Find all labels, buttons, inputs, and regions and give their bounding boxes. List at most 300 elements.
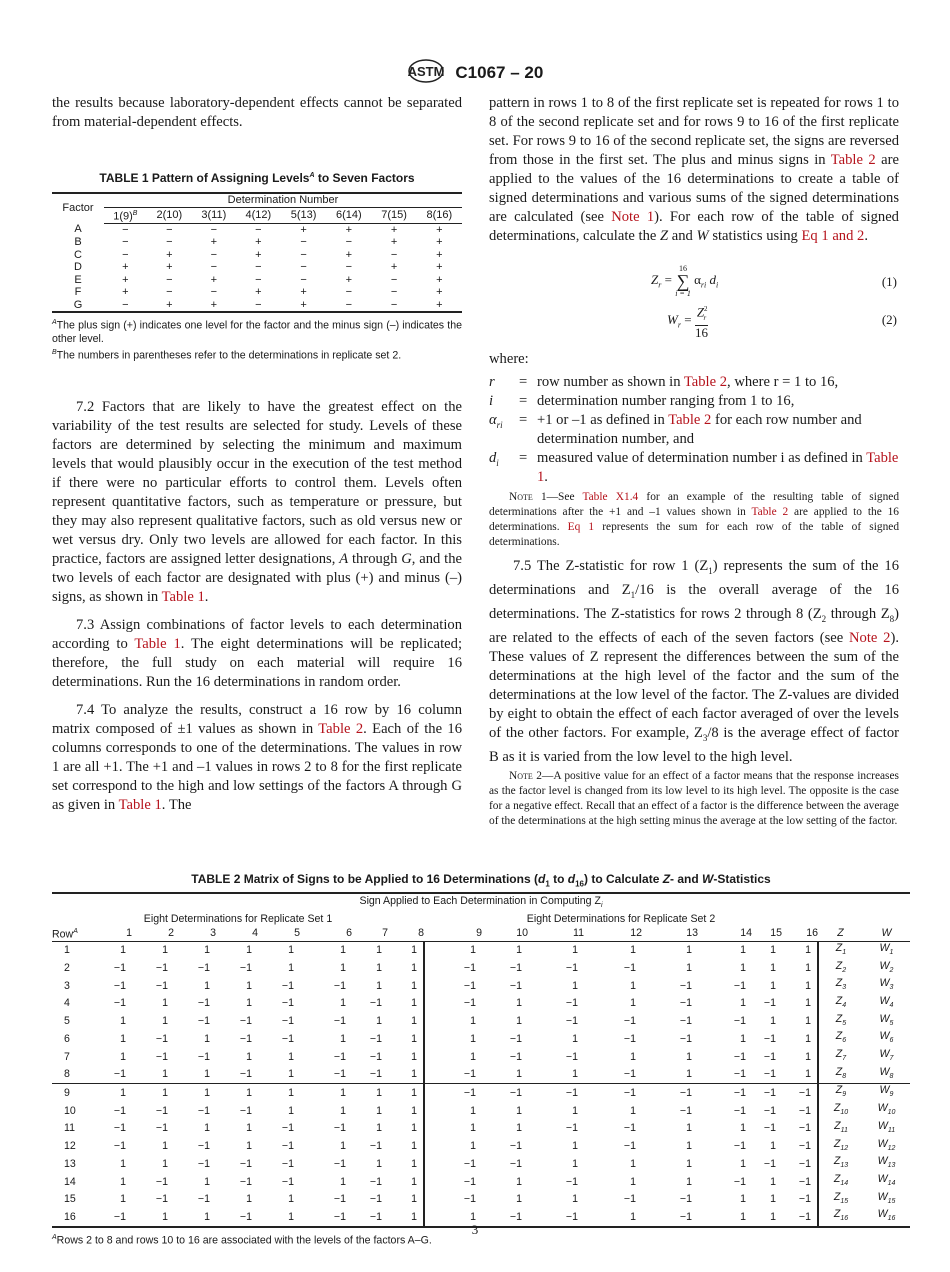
sign-value-cell: −1 (623, 1032, 636, 1045)
table-2-link[interactable]: Table 2 (668, 412, 712, 428)
sign-value-cell: −1 (113, 997, 126, 1010)
table-2-row (52, 1048, 910, 1066)
sign-value-cell: 1 (204, 944, 210, 957)
sign-cell: − (300, 261, 307, 274)
def-text-r: row number as shown in Table 2, where r = 1 to 16, (537, 374, 839, 390)
sign-cell: − (236, 299, 281, 313)
sign-cell: − (210, 248, 218, 261)
sign-value-cell: 1 (516, 1193, 522, 1206)
table-2-row (52, 1013, 910, 1031)
sign-value-cell: 1 (516, 1122, 522, 1135)
sign-cell: − (300, 236, 307, 249)
sign-value-cell: −1 (239, 1157, 252, 1170)
equation-link[interactable]: Eq 1 and 2 (801, 228, 865, 244)
sign-value-cell: 1 (340, 962, 346, 975)
sign-value-cell: −1 (239, 1104, 252, 1117)
sign-cell: − (390, 273, 398, 286)
z-statistic-label: $Z_6$ (835, 1030, 847, 1045)
sign-value-cell: −1 (733, 1086, 746, 1099)
sign-value-cell: 1 (630, 997, 636, 1010)
sign-value-cell: −1 (463, 1068, 476, 1081)
sign-value-cell: −1 (509, 1050, 522, 1063)
page-header (0, 58, 950, 89)
sign-value-cell: 1 (572, 944, 578, 957)
sign-value-cell: 1 (288, 1210, 294, 1223)
def-symbol-r: r (489, 374, 495, 390)
sign-value-cell: 1 (288, 1050, 294, 1063)
determination-column-header: 10 (516, 926, 528, 939)
sign-value-cell: 1 (740, 962, 746, 975)
table-2-footnote: $^A$Rows 2 to 8 and rows 10 to 16 are associated with the levels of the factors A–G. (52, 1234, 432, 1247)
sign-value-cell: 1 (120, 1175, 126, 1188)
sign-value-cell: −1 (239, 1015, 252, 1028)
determination-column-header: 16 (806, 926, 818, 939)
sign-cell: − (345, 261, 353, 274)
sign-value-cell: −1 (197, 1157, 210, 1170)
table-1-link[interactable]: Table 1 (118, 797, 162, 814)
sign-value-cell: 1 (572, 1193, 578, 1206)
sign-cell: − (166, 286, 173, 299)
sign-value-cell: 1 (388, 1173, 424, 1191)
sign-value-cell: −1 (509, 1086, 522, 1099)
sign-value-cell: −1 (763, 1068, 776, 1081)
sign-value-cell: 1 (782, 977, 818, 995)
sign-cell: − (300, 273, 307, 286)
table-2-row (52, 1030, 910, 1048)
sign-value-cell: −1 (369, 1050, 382, 1063)
sign-value-cell: 1 (388, 1013, 424, 1031)
factor-label: A (74, 223, 82, 236)
sign-value-cell: 1 (376, 944, 382, 957)
intro-paragraph: the results because laboratory-dependent effects cannot be separated from material-dependent effects. (52, 95, 462, 130)
sign-cell: − (122, 236, 129, 249)
table-1-title: TABLE 1 Pattern of Assigning Levels$^A$ to Seven Factors (99, 171, 415, 185)
def-symbol-i: i (489, 393, 494, 409)
determination-column-header: 4(12) (236, 207, 281, 223)
sign-cell: − (255, 273, 262, 286)
sign-cell: + (436, 261, 443, 274)
sign-value-cell: 1 (782, 960, 818, 978)
table-1-row (52, 249, 462, 262)
sign-value-cell: 1 (388, 1191, 424, 1209)
sign-value-cell: −1 (733, 1104, 746, 1117)
def-text-alpha: +1 or –1 as defined in Table 2 for each row number and determination number, and (537, 412, 862, 447)
sign-cell: + (192, 299, 236, 313)
sign-cell: − (210, 261, 218, 274)
sign-value-cell: 1 (630, 979, 636, 992)
sign-value-cell: −1 (239, 1175, 252, 1188)
sign-value-cell: 1 (388, 995, 424, 1013)
sign-value-cell: 1 (388, 1084, 424, 1102)
factor-label: C (74, 248, 82, 261)
sign-value-cell: 1 (246, 979, 252, 992)
sign-value-cell: −1 (782, 1138, 818, 1156)
sign-value-cell: 1 (782, 941, 818, 959)
sign-value-cell: −1 (113, 962, 126, 975)
table-1-grid (52, 192, 462, 313)
w-statistic-label: $W_8$ (879, 1065, 894, 1080)
sign-value-cell: 1 (204, 1032, 210, 1045)
sign-value-cell: −1 (763, 1122, 776, 1135)
left-column (52, 94, 462, 815)
sign-value-cell: −1 (197, 997, 210, 1010)
sign-value-cell: −1 (679, 1210, 692, 1223)
sign-value-cell: 1 (204, 1175, 210, 1188)
row-number: 11 (64, 1122, 75, 1135)
sign-value-cell: 1 (376, 1086, 382, 1099)
sign-cell: + (255, 248, 262, 261)
sign-value-cell: 1 (376, 1157, 382, 1170)
z-column-header: Z (837, 926, 844, 939)
sign-value-cell: 1 (340, 1140, 346, 1153)
table-2 (52, 872, 910, 1248)
sign-value-cell: 1 (288, 1068, 294, 1081)
sign-value-cell: −1 (333, 979, 346, 992)
determination-column-header: 5(13) (281, 207, 326, 223)
sign-value-cell: −1 (333, 1193, 346, 1206)
equation-2: $W_r$ = $\frac{Z^2_r}{16}$ (2) (489, 300, 899, 336)
sign-value-cell: −1 (369, 1210, 382, 1223)
w-statistic-label: $W_4$ (879, 994, 894, 1010)
row-number: 14 (64, 1175, 76, 1188)
sign-value-cell: 1 (246, 1140, 252, 1153)
sign-value-cell: −1 (333, 1050, 346, 1063)
sign-cell: + (390, 236, 398, 249)
sign-value-cell: −1 (565, 1210, 578, 1223)
table-2-row (52, 1102, 910, 1120)
table-2-link[interactable]: Table 2 (318, 721, 364, 738)
sign-value-cell: −1 (763, 1104, 776, 1117)
sign-value-cell: −1 (463, 962, 476, 975)
standard-designation: C1067 – 20 (455, 62, 544, 82)
sign-value-cell: 1 (740, 1122, 746, 1135)
table-2-row (52, 1173, 910, 1191)
sign-value-cell: −1 (333, 1015, 346, 1028)
sign-value-cell: −1 (623, 1193, 636, 1206)
w-statistic-label: $W_{14}$ (877, 1172, 896, 1188)
sign-value-cell: −1 (155, 1032, 168, 1045)
z-statistic-label: $Z_{11}$ (834, 1119, 848, 1134)
paragraph-7-2: 7.2 Factors that are likely to have the greatest effect on the variability of the test results are selected for study. Levels of these factors are determined by selecting the minimum and maximum levels that would plausibly occur in the execution of the test method if there were no particular efforts to control them. Levels often represent quantitative factors, such as temperature or pressure, but they may also represent qualitative factors, such as old versus new or wet versus dry. Only two levels are allowed for each factor. In this practice, factors are assigned letter designations, A through G, and the two levels of each factor are designated with plus (+) and minus (–) signs, as shown in Table 1. (52, 399, 462, 606)
table-2-row (52, 1155, 910, 1173)
sign-cell: − (122, 223, 129, 236)
sign-cell: + (122, 286, 129, 299)
sign-value-cell: 1 (770, 1015, 776, 1028)
sign-value-cell: 1 (388, 1120, 424, 1138)
sign-value-cell: −1 (623, 1140, 636, 1153)
sign-value-cell: −1 (239, 1032, 252, 1045)
sign-value-cell: 1 (340, 1086, 346, 1099)
table-1-link[interactable]: Table 1 (161, 589, 205, 606)
sign-value-cell: 1 (740, 944, 746, 957)
z-statistic-label: $Z_2$ (835, 959, 847, 974)
table-1-link[interactable]: Table 1 (537, 450, 899, 485)
sign-value-cell: 1 (340, 944, 346, 957)
sign-value-cell: −1 (623, 1086, 636, 1099)
sign-value-cell: 1 (740, 1210, 746, 1223)
sign-value-cell: 1 (740, 1032, 746, 1045)
sign-value-cell: −1 (113, 1140, 126, 1153)
sign-value-cell: 1 (246, 1193, 252, 1206)
sign-value-cell: −1 (197, 962, 210, 975)
sign-value-cell: 1 (516, 944, 522, 957)
sign-cell: + (122, 273, 129, 286)
eq-1-link[interactable]: Eq 1 (567, 521, 595, 533)
row-number: 9 (64, 1086, 70, 1099)
sign-value-cell: 1 (120, 1050, 126, 1063)
sign-value-cell: −1 (782, 1102, 818, 1120)
sign-value-cell: 1 (162, 1157, 168, 1170)
note-1-link[interactable]: Note 1 (611, 209, 655, 225)
sign-value-cell: −1 (239, 1210, 252, 1223)
sign-value-cell: −1 (463, 1157, 476, 1170)
row-number: 13 (64, 1157, 76, 1170)
sign-value-cell: 1 (770, 1140, 776, 1153)
sign-value-cell: −1 (679, 1193, 692, 1206)
sign-value-cell: −1 (509, 1140, 522, 1153)
row-number: 2 (64, 962, 70, 975)
note-2-link[interactable]: Note 2 (849, 629, 891, 646)
sign-value-cell: 1 (376, 1015, 382, 1028)
sign-value-cell: −1 (333, 1210, 346, 1223)
z-statistic-label: $Z_7$ (835, 1048, 847, 1063)
determination-column-header: 2(10) (147, 207, 192, 223)
table-2-row (52, 977, 910, 995)
sign-value-cell: 1 (470, 1032, 476, 1045)
sign-cell: + (255, 236, 262, 249)
sign-value-cell: −1 (197, 1015, 210, 1028)
sign-cell: + (390, 261, 398, 274)
z-statistic-label: $Z_4$ (835, 994, 847, 1010)
sign-value-cell: 1 (770, 944, 776, 957)
w-statistic-label: $W_3$ (879, 977, 894, 992)
determination-column-header: 7(15) (371, 207, 416, 223)
sign-value-cell: −1 (763, 1032, 776, 1045)
determination-column-header: 7 (382, 926, 388, 939)
sign-value-cell: 1 (470, 1140, 476, 1153)
sign-value-cell: −1 (679, 997, 692, 1010)
def-text-d: measured value of determination number i as defined in Table 1. (537, 450, 899, 485)
table-2-link[interactable]: Table 2 (830, 152, 876, 168)
sign-value-cell: −1 (155, 979, 168, 992)
determination-column-header: 14 (740, 926, 752, 939)
sign-cell: + (345, 223, 353, 236)
z-statistic-label: $Z_{13}$ (833, 1155, 849, 1170)
note-1: Note 1—See Table X1.4 for an example of the resulting table of signed determinations after the +1 and –1 values shown in Table 2 are applied to the 16 determinations. Eq 1 represents the sum for each row of the table of signed determinations. (489, 491, 900, 548)
row-number: 5 (64, 1015, 70, 1028)
w-statistic-label: $W_{11}$ (877, 1119, 896, 1134)
sign-cell: − (104, 299, 147, 313)
sign-value-cell: −1 (113, 1104, 126, 1117)
sign-value-cell: 1 (388, 1138, 424, 1156)
sign-value-cell: 1 (470, 944, 476, 957)
sign-value-cell: 1 (340, 997, 346, 1010)
def-text-i: determination number ranging from 1 to 16, (537, 393, 795, 409)
factor-header: Factor (52, 193, 104, 223)
sign-value-cell: 1 (686, 962, 692, 975)
sign-value-cell: −1 (197, 1140, 210, 1153)
determination-column-header: 8 (418, 926, 424, 939)
sign-value-cell: 1 (288, 1086, 294, 1099)
sign-value-cell: −1 (463, 1086, 476, 1099)
z-statistic-label: $Z_8$ (835, 1065, 847, 1080)
sign-value-cell: 1 (340, 1175, 346, 1188)
sign-value-cell: 1 (288, 962, 294, 975)
sign-value-cell: −1 (369, 997, 382, 1010)
sign-value-cell: 1 (204, 1086, 210, 1099)
sign-value-cell: −1 (782, 1208, 818, 1227)
sign-value-cell: −1 (733, 1175, 746, 1188)
sign-value-cell: −1 (281, 979, 294, 992)
w-statistic-label: $W_{15}$ (877, 1190, 896, 1205)
page-number: 3 (471, 1222, 479, 1237)
sign-value-cell: 1 (770, 1210, 776, 1223)
sign-value-cell: 1 (388, 1030, 424, 1048)
z-statistic-label: $Z_{16}$ (833, 1208, 849, 1223)
determination-column-header: 3(11) (192, 207, 236, 223)
row-number: 1 (64, 944, 70, 957)
astm-logo-icon (407, 58, 445, 89)
equation-1-number: (1) (881, 274, 897, 289)
sign-value-cell: −1 (565, 1122, 578, 1135)
determination-column-header: 15 (770, 926, 782, 939)
sign-value-cell: −1 (679, 1104, 692, 1117)
sign-cell: − (210, 223, 218, 236)
determination-column-header: 9 (476, 926, 482, 939)
w-statistic-label: $W_1$ (879, 941, 894, 956)
sign-value-cell: 1 (120, 1086, 126, 1099)
sign-cell: + (436, 223, 443, 236)
sign-value-cell: 1 (686, 1140, 692, 1153)
z-statistic-label: $Z_3$ (835, 977, 847, 992)
sign-cell: − (390, 248, 398, 261)
equation-2-number: (2) (881, 312, 897, 327)
table-2-row (52, 1120, 910, 1138)
sign-value-cell: −1 (155, 962, 168, 975)
sign-value-cell: 1 (162, 1086, 168, 1099)
sign-value-cell: −1 (782, 1191, 818, 1209)
sign-cell: + (436, 286, 443, 299)
paragraph-7-3: 7.3 Assign combinations of factor levels to each determination according to Table 1. The eight determinations will be replicated; therefore, the full study on each material will require 16 determinations. Run the 16 determinations in random order. (52, 617, 463, 691)
sign-value-cell: 1 (470, 1104, 476, 1117)
sign-value-cell: 1 (686, 1157, 692, 1170)
sign-value-cell: 1 (516, 1015, 522, 1028)
sign-value-cell: −1 (509, 1210, 522, 1223)
sign-value-cell: 1 (204, 1122, 210, 1135)
sign-value-cell: 1 (246, 997, 252, 1010)
sign-value-cell: −1 (763, 1050, 776, 1063)
sign-cell: − (166, 236, 173, 249)
sign-value-cell: −1 (509, 979, 522, 992)
sign-cell: − (166, 273, 173, 286)
table-x1-4-link[interactable]: Table X1.4 (582, 491, 639, 503)
sign-value-cell: 1 (686, 1175, 692, 1188)
sign-value-cell: 1 (288, 1193, 294, 1206)
table-2-link[interactable]: Table 2 (751, 506, 789, 518)
sign-value-cell: 1 (782, 1066, 818, 1084)
sign-cell: + (166, 261, 173, 274)
sign-value-cell: −1 (463, 979, 476, 992)
sign-cell: + (436, 248, 443, 261)
sign-value-cell: 1 (162, 1140, 168, 1153)
sign-cell: − (371, 299, 416, 313)
sign-cell: − (345, 286, 353, 299)
table-1-row (52, 286, 462, 299)
sign-value-cell: −1 (155, 1104, 168, 1117)
determination-column-header: 12 (630, 926, 642, 939)
sign-value-cell: 1 (376, 1104, 382, 1117)
sign-value-cell: −1 (113, 1068, 126, 1081)
sign-value-cell: −1 (782, 1173, 818, 1191)
sign-value-cell: −1 (197, 1104, 210, 1117)
w-statistic-label: $W_{16}$ (877, 1208, 896, 1223)
sign-value-cell: 1 (630, 1157, 636, 1170)
sign-value-cell: −1 (197, 1050, 210, 1063)
table-2-link[interactable]: Table 2 (683, 374, 728, 390)
sign-value-cell: 1 (162, 1015, 168, 1028)
sign-value-cell: 1 (388, 1155, 424, 1173)
sign-value-cell: 1 (246, 1086, 252, 1099)
sign-value-cell: 1 (516, 1068, 522, 1081)
factor-label: F (74, 286, 82, 299)
sign-value-cell: −1 (509, 1032, 522, 1045)
factor-label: D (74, 261, 82, 274)
sign-value-cell: 1 (162, 1210, 168, 1223)
sign-value-cell: −1 (733, 1140, 746, 1153)
sign-value-cell: 1 (770, 962, 776, 975)
sign-value-cell: −1 (281, 1157, 294, 1170)
sign-value-cell: −1 (239, 1068, 252, 1081)
sign-value-cell: 1 (204, 979, 210, 992)
sign-value-cell: 1 (740, 1193, 746, 1206)
def-symbol-alpha: $\alpha_{ri}$ (489, 412, 503, 430)
sign-value-cell: 1 (470, 1050, 476, 1063)
sign-value-cell: −1 (463, 997, 476, 1010)
sign-value-cell: −1 (333, 1157, 346, 1170)
sign-value-cell: 1 (388, 1208, 424, 1227)
sign-value-cell: 1 (516, 997, 522, 1010)
sign-value-cell: 1 (246, 944, 252, 957)
sign-value-cell: −1 (565, 1086, 578, 1099)
w-statistic-label: $W_7$ (879, 1048, 894, 1063)
sign-value-cell: 1 (388, 1102, 424, 1120)
sign-value-cell: −1 (281, 1140, 294, 1153)
sign-value-cell: −1 (733, 979, 746, 992)
sign-cell: − (166, 223, 173, 236)
sign-value-cell: 1 (630, 1210, 636, 1223)
table-1 (52, 166, 462, 362)
table-2-row (52, 941, 910, 959)
z-statistic-label: $Z_{10}$ (833, 1102, 849, 1117)
table-1-link[interactable]: Table 1 (134, 636, 181, 653)
sign-cell: + (300, 286, 307, 299)
sign-value-cell: 1 (686, 1122, 692, 1135)
sign-value-cell: −1 (369, 1193, 382, 1206)
sign-value-cell: −1 (733, 1015, 746, 1028)
sign-value-cell: 1 (340, 1032, 346, 1045)
sign-value-cell: −1 (782, 1120, 818, 1138)
w-statistic-label: $W_2$ (879, 959, 894, 974)
table-2-row (52, 1084, 910, 1102)
sign-cell: − (122, 248, 129, 261)
paragraph-7-4: 7.4 To analyze the results, construct a 16 row by 16 column matrix composed of ±1 values as shown in Table 2. Each of the 16 columns corresponds to one of the determinations. The values in row 1 are all +1. The +1 and –1 values in rows 2 to 8 for the first replicate set correspond to the high and low settings of the factors A through G as given in Table 1. The (52, 702, 462, 814)
sign-value-cell: 1 (572, 1104, 578, 1117)
sign-value-cell: 1 (686, 1050, 692, 1063)
sign-value-cell: −1 (369, 1032, 382, 1045)
sign-value-cell: 1 (376, 962, 382, 975)
note-2: Note 2—A positive value for an effect of a factor means that the response increases as the factor level is changed from its low level to its high level. The opposite is the case for a negative effect. Recall that an effect of a factor is the difference between the average of the determinations at the high setting minus the average at the low setting of the factor. (489, 769, 899, 827)
z-statistic-label: $Z_1$ (835, 941, 847, 956)
